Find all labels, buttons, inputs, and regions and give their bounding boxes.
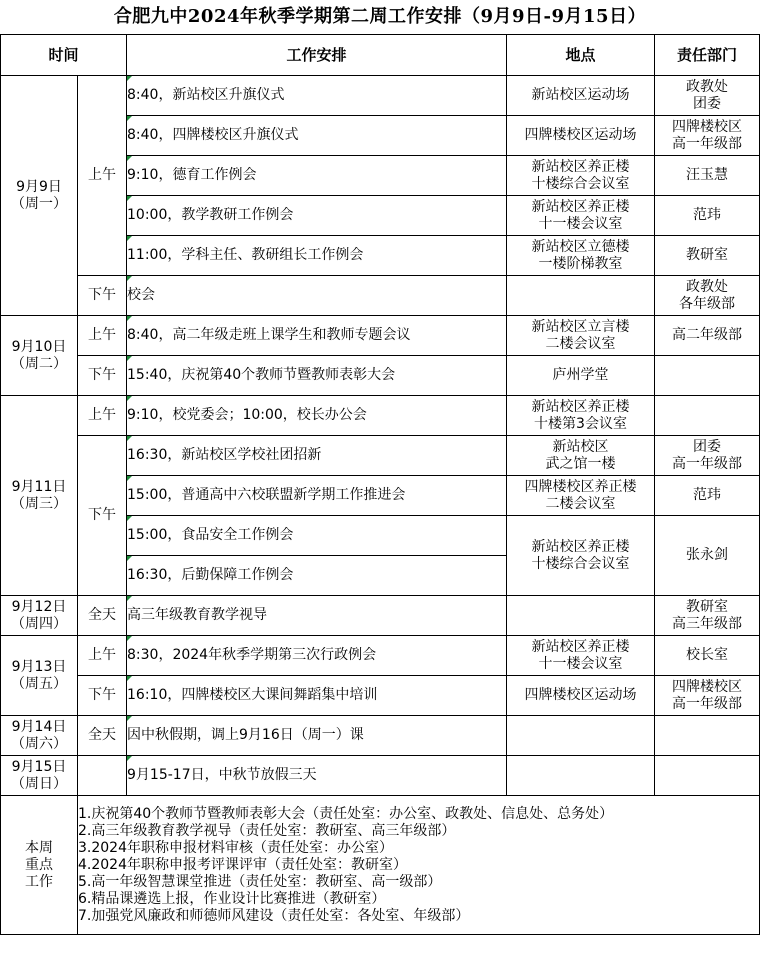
period-pm: 下午 <box>78 276 127 316</box>
table-row <box>1 276 760 316</box>
summary-item: 5.高一年级智慧课堂推进（责任处室：教研室、高一级部） <box>78 873 442 890</box>
dept-cell <box>655 396 760 436</box>
work-cell: 9:10，校党委会；10:00，校长办公会 <box>127 396 507 436</box>
summary-item: 7.加强党风廉政和师德师风建设（责任处室：各处室、年级部） <box>78 907 470 924</box>
table-row <box>1 756 760 796</box>
header-dept: 责任部门 <box>655 35 760 76</box>
work-cell: 15:00，普通高中六校联盟新学期工作推进会 <box>127 476 507 516</box>
summary-row <box>1 796 760 935</box>
period-am: 上午 <box>78 76 127 276</box>
location-cell: 新站校区养正楼 十楼综合会议室 <box>507 516 655 596</box>
dept-cell: 政教处 各年级部 <box>655 276 760 316</box>
location-cell: 新站校区 武之馆一楼 <box>507 436 655 476</box>
table-row <box>1 596 760 636</box>
date-cell-sun: 9月15日 （周日） <box>1 756 78 796</box>
table-row <box>1 676 760 716</box>
work-cell: 8:40，新站校区升旗仪式 <box>127 76 507 116</box>
summary-item: 6.精品课遴选上报，作业设计比赛推进（教研室） <box>78 890 386 907</box>
location-cell: 四牌楼校区运动场 <box>507 116 655 156</box>
period-am: 上午 <box>78 636 127 676</box>
location-cell <box>507 716 655 756</box>
work-cell: 8:40，四牌楼校区升旗仪式 <box>127 116 507 156</box>
work-cell: 9月15-17日，中秋节放假三天 <box>127 756 507 796</box>
table-row <box>1 76 760 116</box>
period-pm: 下午 <box>78 676 127 716</box>
summary-item: 1.庆祝第40个教师节暨教师表彰大会（责任处室：办公室、政教处、信息处、总务处） <box>78 805 614 822</box>
location-cell: 新站校区运动场 <box>507 76 655 116</box>
work-cell: 高三年级教育教学视导 <box>127 596 507 636</box>
dept-cell: 教研室 <box>655 236 760 276</box>
date-cell-tue: 9月10日 （周二） <box>1 316 78 396</box>
work-cell: 9:10，德育工作例会 <box>127 156 507 196</box>
date-cell-sat: 9月14日 （周六） <box>1 716 78 756</box>
dept-cell: 范玮 <box>655 476 760 516</box>
dept-cell: 四牌楼校区 高一年级部 <box>655 116 760 156</box>
location-cell: 四牌楼校区养正楼 二楼会议室 <box>507 476 655 516</box>
header-location: 地点 <box>507 35 655 76</box>
dept-cell: 政教处 团委 <box>655 76 760 116</box>
dept-cell <box>655 756 760 796</box>
period-all: 全天 <box>78 596 127 636</box>
summary-item: 4.2024年职称申报考评课评审（责任处室：教研室） <box>78 856 407 873</box>
location-cell: 新站校区养正楼 十一楼会议室 <box>507 636 655 676</box>
work-cell: 11:00，学科主任、教研组长工作例会 <box>127 236 507 276</box>
dept-cell: 汪玉慧 <box>655 156 760 196</box>
location-cell: 新站校区养正楼 十楼综合会议室 <box>507 156 655 196</box>
dept-cell: 范玮 <box>655 196 760 236</box>
summary-label: 本周 重点 工作 <box>1 796 78 935</box>
dept-cell: 高二年级部 <box>655 316 760 356</box>
period-empty <box>78 756 127 796</box>
work-cell: 8:30，2024年秋季学期第三次行政例会 <box>127 636 507 676</box>
period-pm: 下午 <box>78 436 127 596</box>
schedule-table <box>0 34 760 935</box>
table-row <box>1 316 760 356</box>
work-cell: 15:40，庆祝第40个教师节暨教师表彰大会 <box>127 356 507 396</box>
dept-cell: 教研室 高三年级部 <box>655 596 760 636</box>
period-pm: 下午 <box>78 356 127 396</box>
header-row <box>1 35 760 76</box>
table-row <box>1 436 760 476</box>
date-cell-fri: 9月13日 （周五） <box>1 636 78 716</box>
table-row <box>1 356 760 396</box>
table-row <box>1 716 760 756</box>
work-cell: 10:00，教学教研工作例会 <box>127 196 507 236</box>
summary-item: 2.高三年级教育教学视导（责任处室：教研室、高三年级部） <box>78 822 456 839</box>
work-cell: 因中秋假期，调上9月16日（周一）课 <box>127 716 507 756</box>
dept-cell: 张永剑 <box>655 516 760 596</box>
work-cell: 校会 <box>127 276 507 316</box>
table-row <box>1 396 760 436</box>
date-cell-wed: 9月11日 （周三） <box>1 396 78 596</box>
summary-list <box>78 796 760 935</box>
location-cell: 庐州学堂 <box>507 356 655 396</box>
date-cell-thu: 9月12日 （周四） <box>1 596 78 636</box>
location-cell <box>507 596 655 636</box>
summary-item: 3.2024年职称申报材料审核（责任处室：办公室） <box>78 839 393 856</box>
location-cell <box>507 756 655 796</box>
period-am: 上午 <box>78 316 127 356</box>
period-am: 上午 <box>78 396 127 436</box>
date-cell-mon: 9月9日 （周一） <box>1 76 78 316</box>
dept-cell: 四牌楼校区 高一年级部 <box>655 676 760 716</box>
location-cell: 新站校区养正楼 十一楼会议室 <box>507 196 655 236</box>
period-all: 全天 <box>78 716 127 756</box>
header-work: 工作安排 <box>127 35 507 76</box>
dept-cell: 团委 高一年级部 <box>655 436 760 476</box>
dept-cell <box>655 716 760 756</box>
location-cell: 新站校区养正楼 十楼第3会议室 <box>507 396 655 436</box>
work-cell: 16:30，新站校区学校社团招新 <box>127 436 507 476</box>
location-cell <box>507 276 655 316</box>
work-cell: 16:10，四牌楼校区大课间舞蹈集中培训 <box>127 676 507 716</box>
page-title: 合肥九中2024年秋季学期第二周工作安排（9月9日-9月15日） <box>113 6 647 27</box>
location-cell: 四牌楼校区运动场 <box>507 676 655 716</box>
work-cell: 16:30，后勤保障工作例会 <box>127 556 507 596</box>
dept-cell <box>655 356 760 396</box>
work-cell: 8:40，高二年级走班上课学生和教师专题会议 <box>127 316 507 356</box>
location-cell: 新站校区立德楼 一楼阶梯教室 <box>507 236 655 276</box>
table-row <box>1 636 760 676</box>
header-time: 时间 <box>1 35 127 76</box>
work-cell: 15:00，食品安全工作例会 <box>127 516 507 556</box>
dept-cell: 校长室 <box>655 636 760 676</box>
location-cell: 新站校区立言楼 二楼会议室 <box>507 316 655 356</box>
